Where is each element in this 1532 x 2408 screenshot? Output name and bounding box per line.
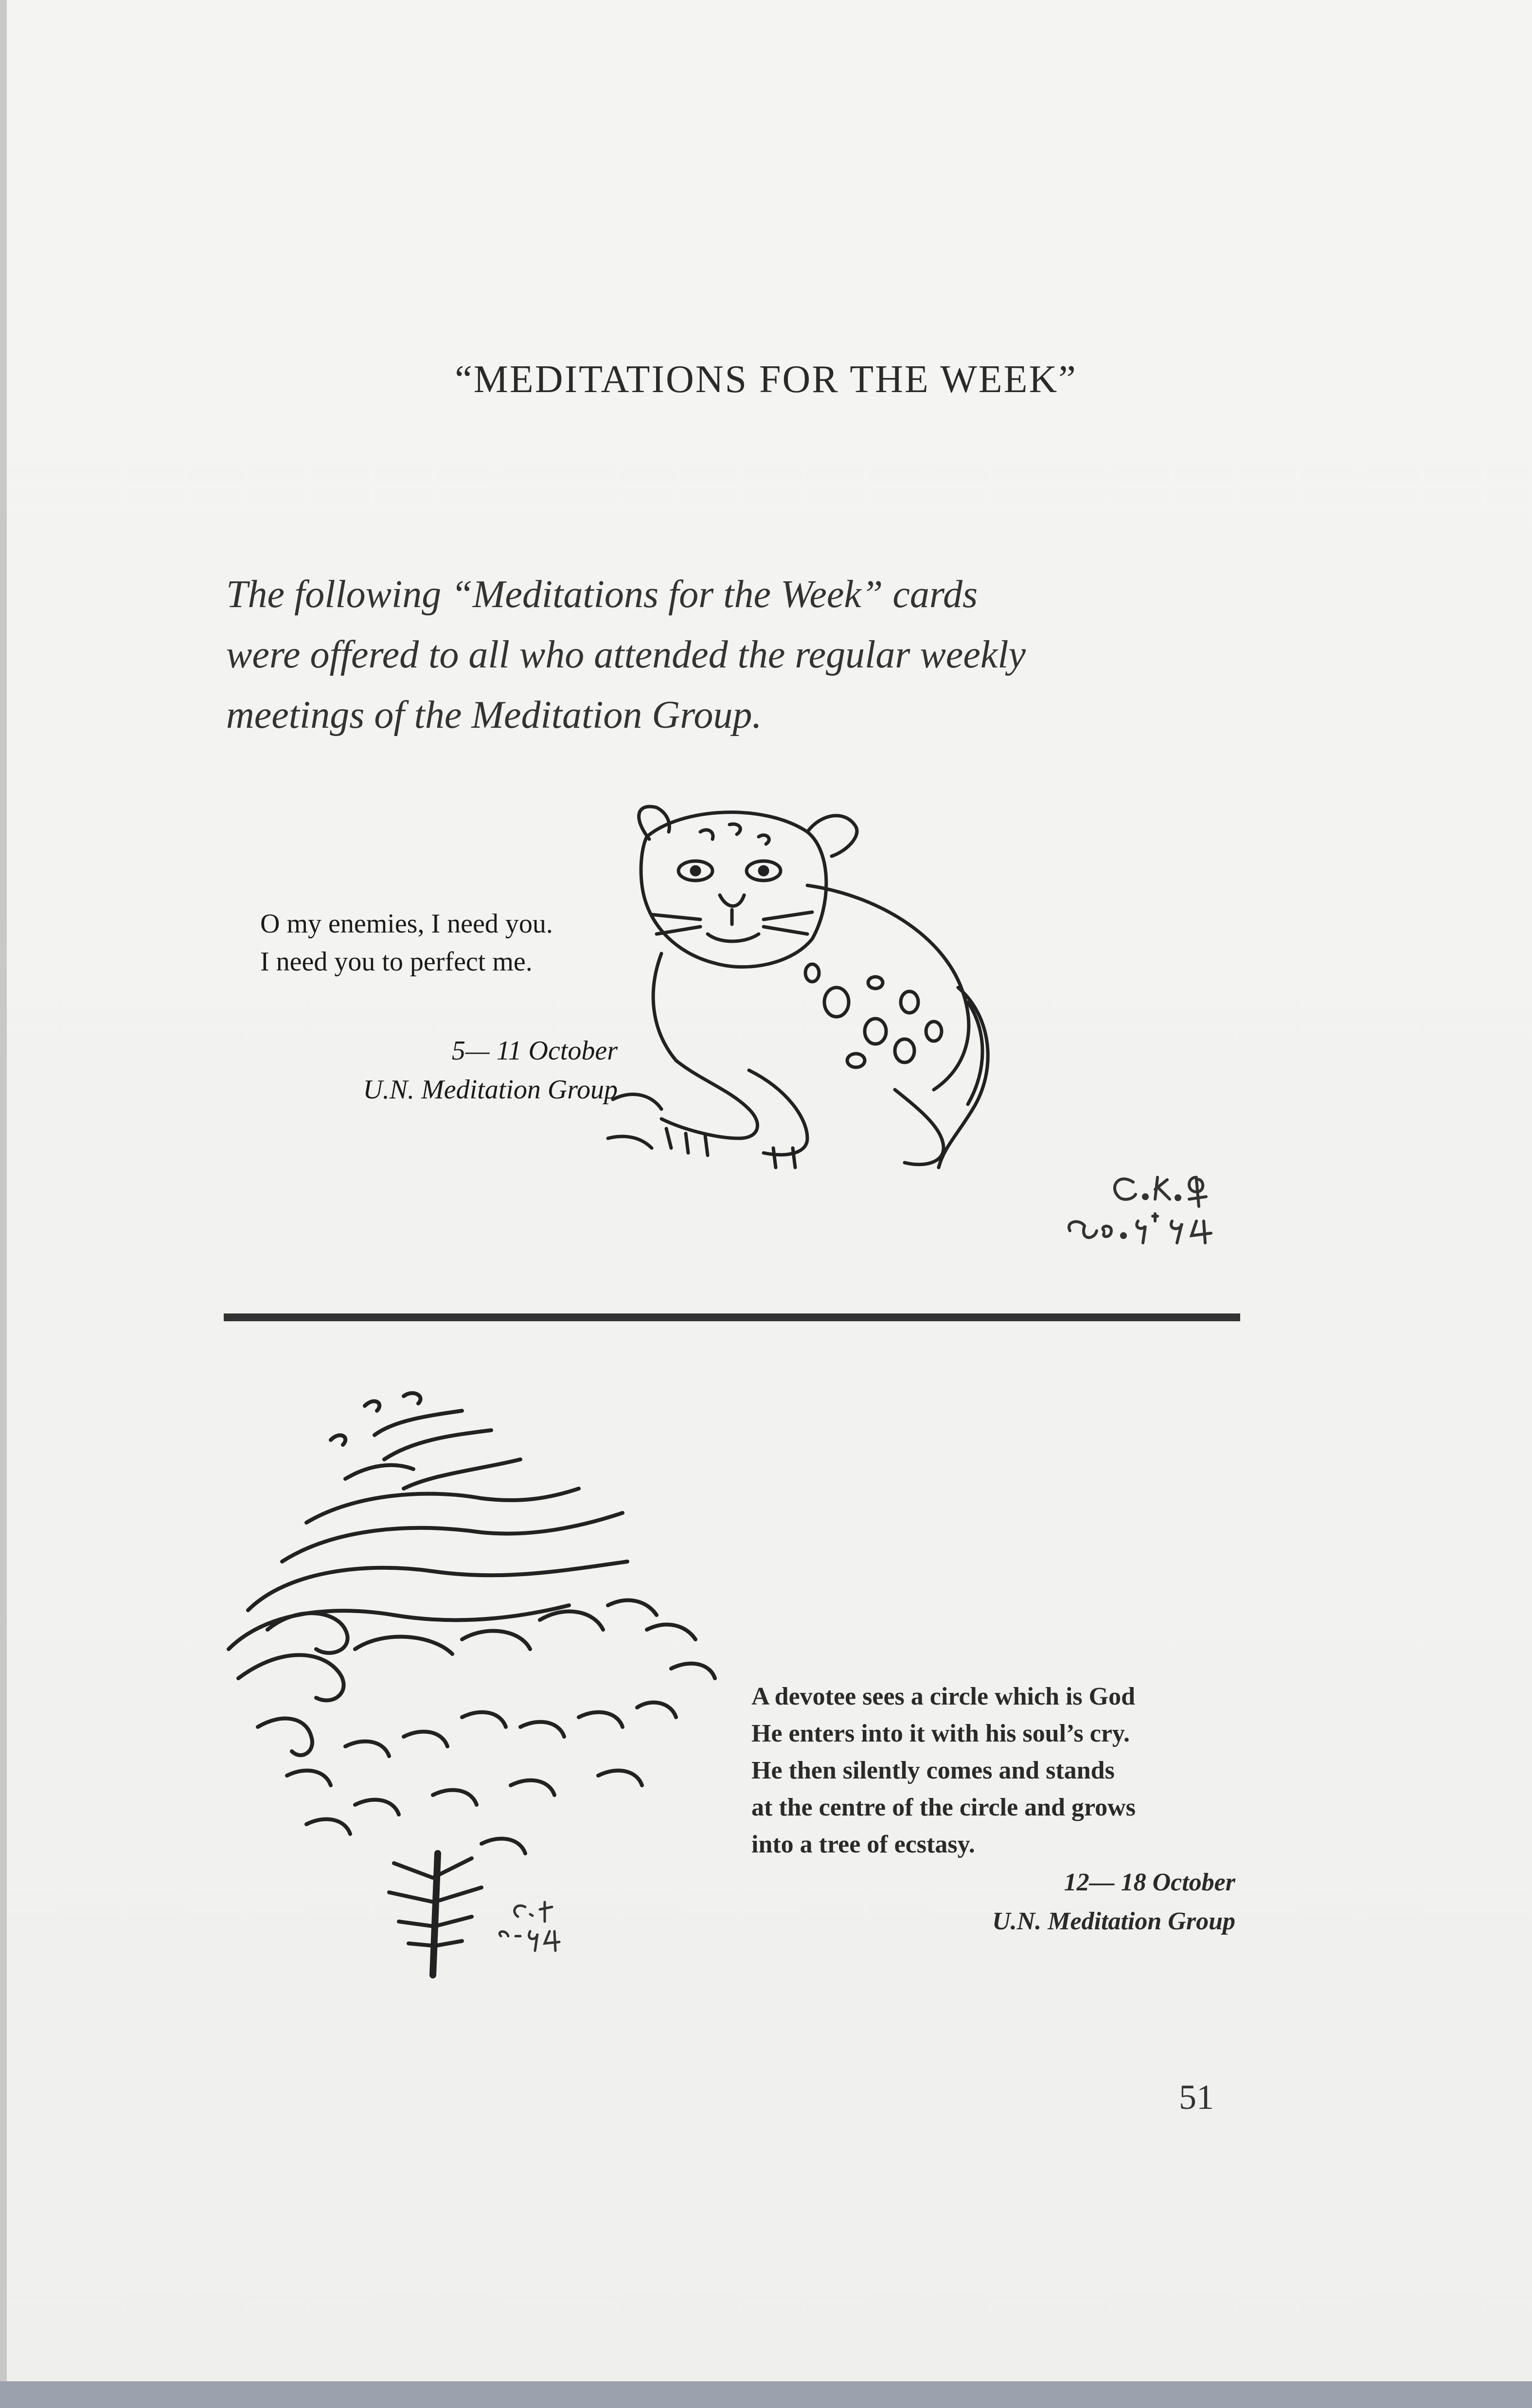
card2-line: into a tree of ecstasy.: [751, 1831, 975, 1858]
card2-date: 12— 18 October: [1064, 1869, 1235, 1896]
intro-line: The following “Meditations for the Week” cards: [226, 573, 978, 616]
intro-line: meetings of the Meditation Group.: [226, 694, 762, 737]
page-title: “MEDITATIONS FOR THE WEEK”: [455, 358, 1077, 401]
intro-line: were offered to all who attended the regular weekly: [226, 633, 1026, 676]
artist-signature-icon: [1051, 1158, 1269, 1255]
swirling-tree-drawing-icon: [209, 1377, 764, 1980]
section-divider: [224, 1313, 1240, 1321]
card1-date: 5— 11 October: [451, 1036, 618, 1066]
card1-credit: [243, 1031, 618, 1109]
page-number: 51: [1179, 2078, 1214, 2117]
card1-meditation-text: [260, 905, 649, 981]
card2-line: He then silently comes and stands: [751, 1757, 1115, 1784]
card1-line: O my enemies, I need you.: [260, 909, 553, 939]
card2-meditation-text: [751, 1678, 1262, 1863]
card2-group: U.N. Meditation Group: [992, 1907, 1235, 1935]
card2-credit: [827, 1863, 1235, 1941]
card1-line: I need you to perfect me.: [260, 947, 533, 977]
card2-line: at the centre of the circle and grows: [751, 1794, 1136, 1821]
card2-line: He enters into it with his soul’s cry.: [751, 1720, 1130, 1747]
card2-line: A devotee sees a circle which is God: [751, 1683, 1136, 1710]
scan-bottom-band: [0, 2381, 1532, 2408]
leopard-cub-drawing-icon: [603, 798, 1089, 1187]
intro-paragraph: [226, 564, 1296, 745]
card1-group: U.N. Meditation Group: [363, 1075, 618, 1105]
